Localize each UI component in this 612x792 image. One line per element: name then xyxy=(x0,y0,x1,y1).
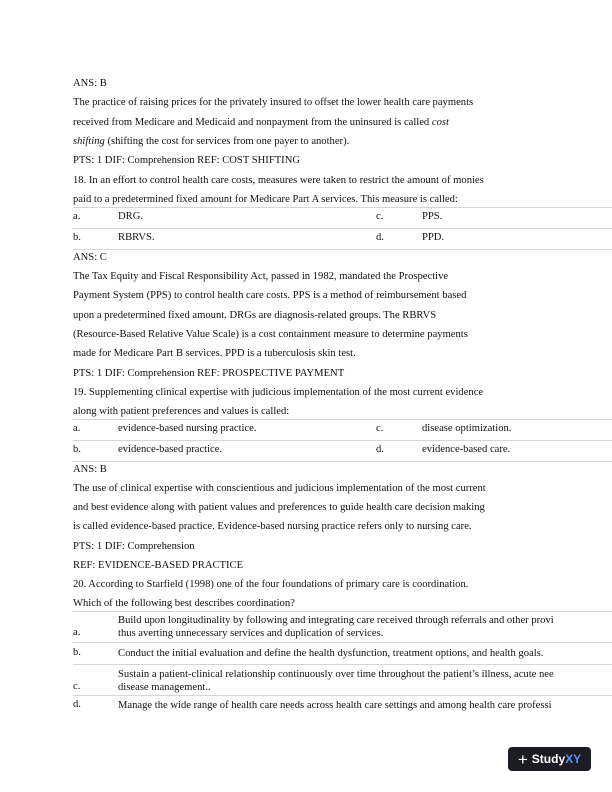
options-grid xyxy=(73,419,612,462)
option-letter: b. xyxy=(73,444,81,455)
explanation-line: The practice of raising prices for the privately insured to offset the lower health care payments xyxy=(73,97,474,108)
option-letter: a. xyxy=(73,627,81,638)
explanation-line: made for Medicare Part B services. PPD is a tuberculosis skin test. xyxy=(73,348,356,359)
option-letter: c. xyxy=(376,423,384,434)
explanation-line: The use of clinical expertise with conscientious and judicious implementation of the most current xyxy=(73,483,486,494)
option-text[interactable]: PPD. xyxy=(422,232,445,243)
term-italic: shifting xyxy=(73,136,105,147)
explanation-line: and best evidence along with patient values and preferences to guide health care decision making xyxy=(73,502,485,513)
question-stem: Which of the following best describes coordination? xyxy=(73,598,295,609)
option-text: thus averting unnecessary services and duplication of services. xyxy=(118,628,384,639)
option-text: disease management.. xyxy=(118,682,211,693)
options-grid xyxy=(73,207,612,250)
ref-line: REF: EVIDENCE-BASED PRACTICE xyxy=(73,560,244,571)
option-row xyxy=(73,420,612,441)
option-text[interactable]: evidence-based care. xyxy=(422,444,511,455)
option-row[interactable] xyxy=(73,643,612,665)
option-text[interactable]: RBRVS. xyxy=(118,232,155,243)
option-text[interactable]: evidence-based nursing practice. xyxy=(118,423,257,434)
explanation-line: (Resource-Based Relative Value Scale) is a cost containment measure to determine payments xyxy=(73,329,468,340)
pts-line: PTS: 1 DIF: Comprehension REF: PROSPECTIVE PAYMENT xyxy=(73,368,345,379)
option-letter: b. xyxy=(73,232,81,243)
answer-label: ANS: C xyxy=(73,252,107,263)
plus-icon: + xyxy=(517,749,528,769)
question-stem: 20. According to Starfield (1998) one of the four foundations of primary care is coordination. xyxy=(73,579,469,590)
option-row[interactable] xyxy=(73,665,612,696)
explanation-line: upon a predetermined fixed amount. DRGs are diagnosis-related groups. The RBRVS xyxy=(73,310,437,321)
question-stem: along with patient preferences and values is called: xyxy=(73,406,290,417)
option-row[interactable] xyxy=(73,696,612,717)
explanation-line xyxy=(73,136,349,147)
option-text[interactable]: evidence-based practice. xyxy=(118,444,223,455)
answer-label: ANS: B xyxy=(73,464,107,475)
question-stem: 19. Supplementing clinical expertise with judicious implementation of the most current evidence xyxy=(73,387,484,398)
option-text[interactable]: DRG. xyxy=(118,211,144,222)
option-letter: a. xyxy=(73,211,81,222)
explanation-line: The Tax Equity and Fiscal Responsibility Act, passed in 1982, mandated the Prospective xyxy=(73,271,449,282)
options-list xyxy=(73,611,612,718)
explanation-line xyxy=(73,117,449,128)
option-row xyxy=(73,208,612,229)
option-letter: d. xyxy=(376,444,384,455)
pts-line: PTS: 1 DIF: Comprehension REF: COST SHIFTING xyxy=(73,155,301,166)
studyxy-badge[interactable] xyxy=(508,747,591,771)
option-row xyxy=(73,229,612,250)
brand-name: StudyXY xyxy=(531,752,582,766)
option-letter: c. xyxy=(73,681,81,692)
option-letter: c. xyxy=(376,211,384,222)
term-italic: cost xyxy=(431,117,449,128)
explanation-text: (shifting the cost for services from one payer to another). xyxy=(104,136,350,147)
answer-label: ANS: B xyxy=(73,78,107,89)
explanation-text: received from Medicare and Medicaid and nonpayment from the uninsured is called xyxy=(73,117,430,128)
pts-line: PTS: 1 DIF: Comprehension xyxy=(73,541,195,552)
option-text[interactable]: PPS. xyxy=(422,211,443,222)
option-letter: a. xyxy=(73,423,81,434)
option-letter: b. xyxy=(73,647,81,658)
question-stem: paid to a predetermined fixed amount for Medicare Part A services. This measure is called: xyxy=(73,194,458,205)
question-stem: 18. In an effort to control health care costs, measures were taken to restrict the amount of monies xyxy=(73,175,484,186)
option-letter: d. xyxy=(376,232,384,243)
option-text: Build upon longitudinality by following and integrating care received through referrals and other provi xyxy=(118,615,554,626)
option-row xyxy=(73,441,612,462)
option-text[interactable]: disease optimization. xyxy=(422,423,512,434)
explanation-line: is called evidence-based practice. Evidence-based nursing practice refers only to nursing care. xyxy=(73,521,472,532)
option-row[interactable] xyxy=(73,612,612,643)
option-text: Sustain a patient-clinical relationship continuously over time throughout the patient’s illness, acute nee xyxy=(118,669,554,680)
explanation-line: Payment System (PPS) to control health care costs. PPS is a method of reimbursement based xyxy=(73,290,467,301)
option-text: Conduct the initial evaluation and define the health dysfunction, treatment options, and health goals. xyxy=(118,648,544,659)
option-text: Manage the wide range of health care needs across health care settings and among health care professi xyxy=(118,700,552,711)
option-letter: d. xyxy=(73,699,81,710)
